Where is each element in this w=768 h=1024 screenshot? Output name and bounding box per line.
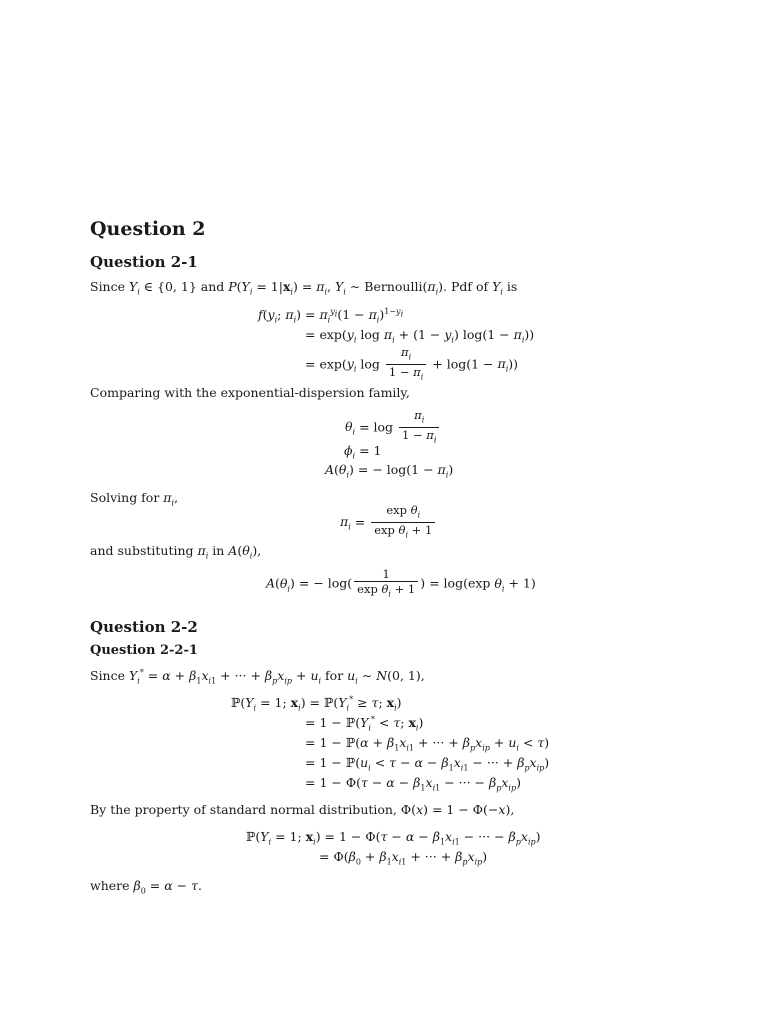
subsection-title-2-2: Question 2-2 <box>90 618 198 636</box>
subsection-title-2-1: Question 2-1 <box>90 253 198 271</box>
pdf-equation: $f(y_i$; $\pi_i) = \pi_i^{y_i}(1 - \pi_i)^{1-y_i}$ = $\exp(y_i$ $\log \pi_i + (1 - y_i) \log(1 - \pi_i)$) = $\exp(y_i$ log $\frac{\pi_i}{1 - \pi_i}$ + $\log(1 - \pi_i)$) <box>0 305 768 377</box>
section-title: Question 2 <box>90 218 206 240</box>
q21-intro: Since $Y_i$ ∈ {0, 1} and $P(Y_i = 1|x_i) = \pi_i$, $Y_i$ ∼ $Bernoulli(\pi_i)$. Pdf of $Y_i$ is <box>90 279 518 297</box>
q22-intro: Since $Y_i^* = \alpha + \beta_1x_{i1}$ + ··· + $\beta_px_{ip} + u_i$ for $u_i$ ∼ N(0, 1), <box>90 668 425 686</box>
substituting-text: and substituting $\pi_i$ in $A(\theta_i)$, <box>90 543 262 561</box>
a-theta-result-equation: $A(\theta_i)$ = − log( $\frac{1}{\exp \theta_i + 1}$ ) = log(exp $\theta_i + 1$) <box>266 567 536 601</box>
subsubsection-title-2-2-1: Question 2-2-1 <box>90 643 198 658</box>
solving-text: Solving for $\pi_i$, <box>90 490 179 508</box>
comparing-text: Comparing with the exponential-dispersion family, <box>90 385 410 400</box>
final-probability-equation: $ℙ(Y_i = 1$; $x_i) = 1 - \Phi(\tau - \alpha - \beta_1x_{i1}$ − ··· − $\beta_px_{ip}$) = $\Phi(\beta_0 + \beta_1x_{i1}$ + ··· + $\beta_px_{ip}$) <box>246 829 541 867</box>
pi-solution-equation: $\pi_i$ = $\frac{\exp \theta_i}{\exp \theta_i + 1}$ <box>340 503 437 543</box>
where-text: where $\beta_0 = \alpha - \tau$. <box>90 878 203 896</box>
exponential-family-equations: $\theta_i = \log$ $\frac{\pi_i}{1 - \pi_i}$ $\phi_i = 1$ $A(\theta_i)$ = − $\log(1 - \pi_i)$ <box>325 408 454 480</box>
property-text: By the property of standard normal distribution, Φ(x) = 1 − Φ(−x), <box>90 802 515 817</box>
probability-derivation: $ℙ(Y_i = 1$; $x_i$) = $ℙ(Y_i^* \ge \tau$; $x_i$) = $1 - ℙ(Y_i^* < \tau$; $x_i$) = 1 − ℙ(α + $\beta_1x_{i1}$ + ··· + $\beta_px_{ip} + u_i < \tau$) = $1 - ℙ(u_i < \tau - \alpha - \beta_1x_{i1}$ − ··· + $\beta_px_{ip}$) = $1 - \Phi(\tau - \alpha - \beta_1x_{i1}$ − ··· − $\beta_px_{ip}$) <box>231 695 550 793</box>
